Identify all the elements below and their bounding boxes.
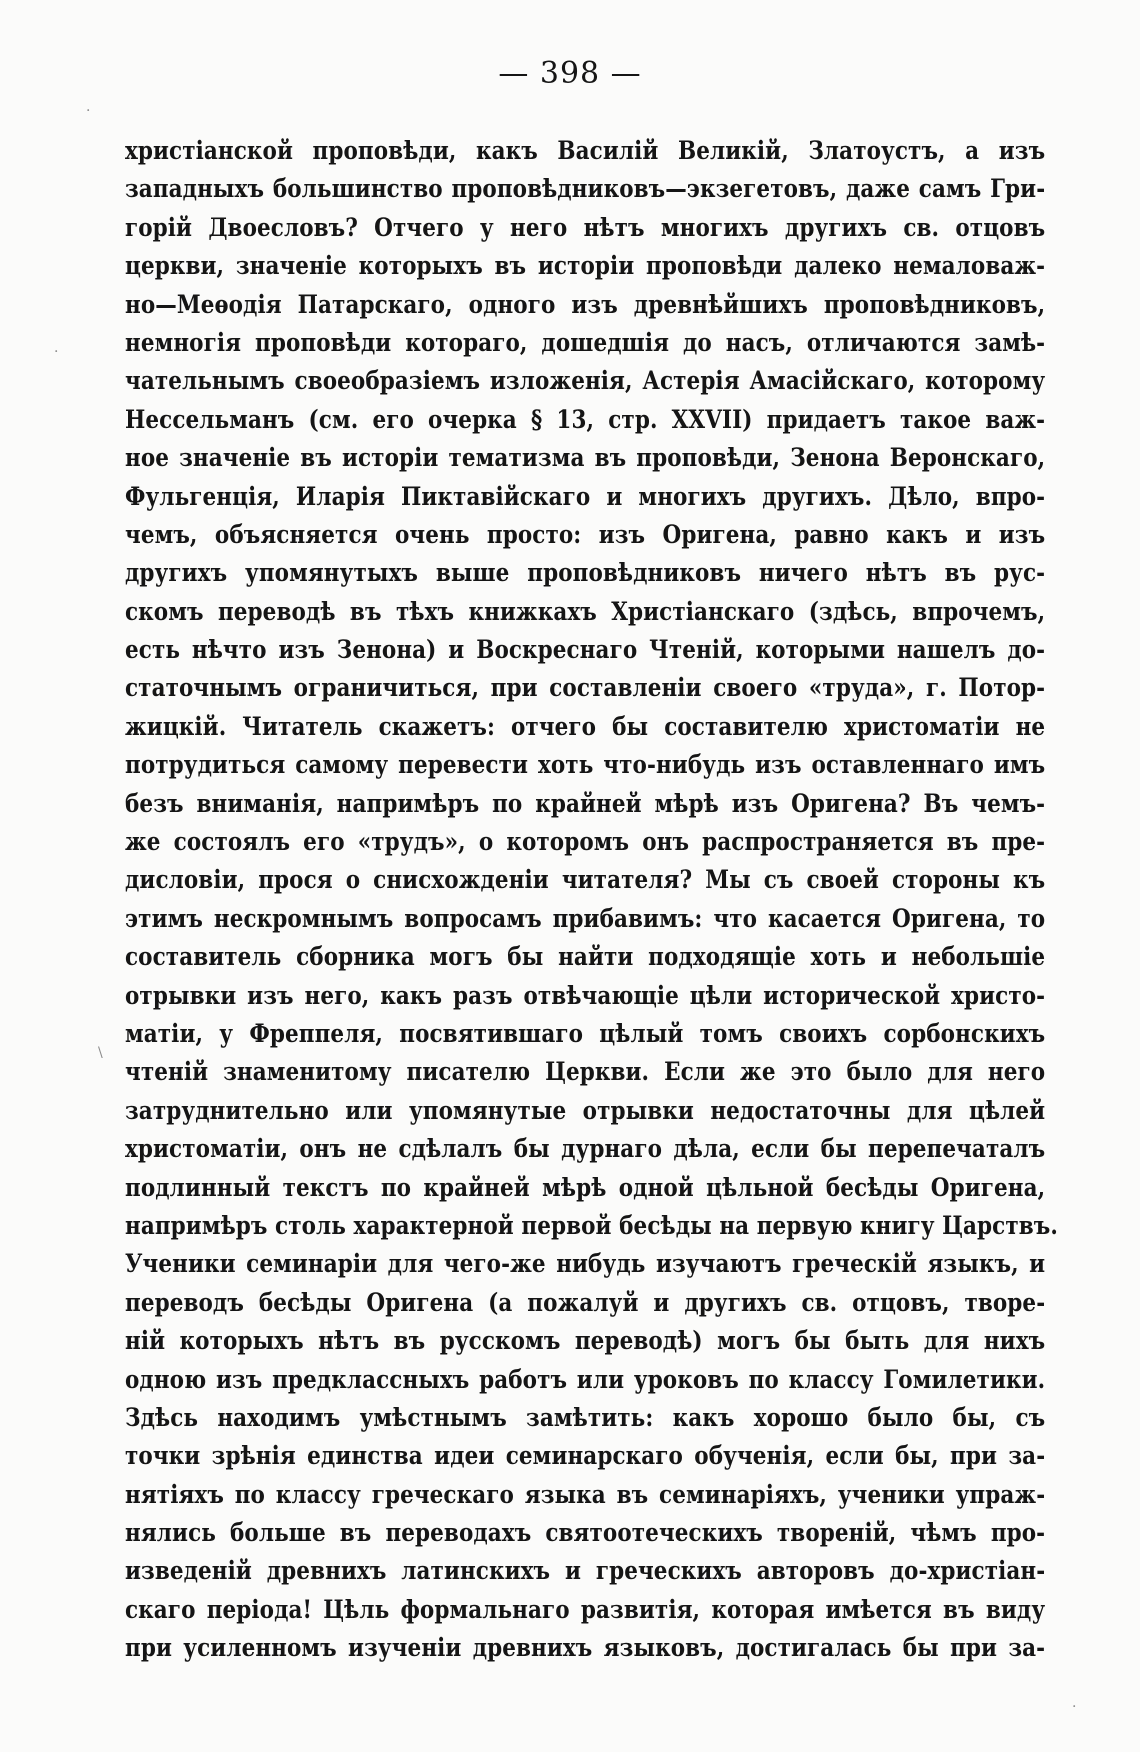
text-line: переводъ бесѣды Оригена (а пожалуй и другихъ св. отцовъ, творе- bbox=[125, 1287, 1046, 1317]
text-line: изведеній древнихъ латинскихъ и греческихъ авторовъ до-христіан- bbox=[125, 1556, 1046, 1586]
text-line: немногія проповѣди котораго, дошедшія до насъ, отличаются замѣ- bbox=[125, 327, 1046, 357]
text-line: жицкій. Читатель скажетъ: отчего бы составителю христоматіи не bbox=[125, 711, 1046, 741]
text-line: чательнымъ своеобразіемъ изложенія, Астерія Амасійскаго, которому bbox=[125, 366, 1046, 396]
text-line: скаго періода! Цѣль формальнаго развитія, которая имѣется въ виду bbox=[125, 1594, 1046, 1624]
scan-speck: \ bbox=[98, 1045, 103, 1061]
text-line: матіи, у Фреппеля, посвятившаго цѣлый томъ своихъ сорбонскихъ bbox=[125, 1018, 1046, 1048]
text-line: чемъ, объясняется очень просто: изъ Оригена, равно какъ и изъ bbox=[125, 519, 1046, 549]
text-line: напримѣръ столь характерной первой бесѣды на первую книгу Царствъ. bbox=[125, 1210, 1058, 1240]
text-line: есть нѣчто изъ Зенона) и Воскреснаго Чтеній, которыми нашелъ до- bbox=[125, 635, 1046, 665]
text-line: другихъ упомянутыхъ выше проповѣдниковъ ничего нѣтъ въ рус- bbox=[125, 558, 1046, 588]
text-line: западныхъ большинство проповѣдниковъ—экзегетовъ, даже самъ Гри- bbox=[125, 174, 1046, 204]
body-text bbox=[125, 132, 1058, 1668]
text-line: точки зрѣнія единства идеи семинарскаго обученія, если бы, при за- bbox=[125, 1441, 1046, 1471]
text-line: дисловіи, прося о снисхожденіи читателя? Мы съ своей стороны къ bbox=[125, 865, 1046, 895]
text-line: безъ вниманія, напримѣръ по крайней мѣрѣ изъ Оригена? Въ чемъ- bbox=[125, 788, 1046, 818]
text-line: затруднительно или упомянутые отрывки недостаточны для цѣлей bbox=[125, 1095, 1046, 1125]
text-line: потрудиться самому перевести хоть что-нибудь изъ оставленнаго имъ bbox=[125, 750, 1046, 780]
text-line: но—Меѳодія Патарскаго, одного изъ древнѣйшихъ проповѣдниковъ, bbox=[125, 289, 1046, 319]
text-line: составитель сборника могъ бы найти подходящіе хоть и небольшіе bbox=[125, 942, 1046, 972]
text-line: скомъ переводѣ въ тѣхъ книжкахъ Христіанскаго (здѣсь, впрочемъ, bbox=[125, 596, 1046, 626]
scan-speck: · bbox=[54, 344, 59, 360]
text-line: горій Двоесловъ? Отчего у него нѣтъ многихъ другихъ св. отцовъ bbox=[125, 212, 1046, 242]
page-number: — 398 — bbox=[498, 56, 642, 91]
text-line: отрывки изъ него, какъ разъ отвѣчающіе цѣли исторической христо- bbox=[125, 980, 1046, 1010]
text-line: церкви, значеніе которыхъ въ исторіи проповѣди далеко немаловаж- bbox=[125, 251, 1046, 281]
text-line: Фульгенція, Иларія Пиктавійскаго и многихъ другихъ. Дѣло, впро- bbox=[125, 481, 1046, 511]
text-line: Ученики семинаріи для чего-же нибудь изучаютъ греческій языкъ, и bbox=[125, 1249, 1046, 1279]
text-line: христіанской проповѣди, какъ Василій Великій, Златоустъ, а изъ bbox=[125, 136, 1046, 165]
text-line: подлинный текстъ по крайней мѣрѣ одной цѣльной бесѣды Оригена, bbox=[125, 1172, 1046, 1202]
scan-speck: · bbox=[1072, 1699, 1077, 1715]
text-line: одною изъ предклассныхъ работъ или уроковъ по классу Гомилетики. bbox=[125, 1364, 1046, 1394]
text-line: ное значеніе въ исторіи тематизма въ проповѣди, Зенона Веронскаго, bbox=[125, 443, 1046, 473]
text-line: нялись больше въ переводахъ святоотеческихъ твореній, чѣмъ про- bbox=[125, 1518, 1046, 1548]
text-line: при усиленномъ изученіи древнихъ языковъ, достигалась бы при за- bbox=[125, 1633, 1046, 1663]
text-line: Здѣсь находимъ умѣстнымъ замѣтить: какъ хорошо было бы, съ bbox=[125, 1402, 1046, 1432]
text-line: ній которыхъ нѣтъ въ русскомъ переводѣ) могъ бы быть для нихъ bbox=[125, 1326, 1046, 1356]
text-line: статочнымъ ограничиться, при составленіи своего «труда», г. Потор- bbox=[125, 673, 1046, 703]
text-line: же состоялъ его «трудъ», о которомъ онъ распространяется въ пре- bbox=[125, 827, 1046, 857]
text-line: нятіяхъ по классу греческаго языка въ семинаріяхъ, ученики упраж- bbox=[125, 1479, 1046, 1509]
text-line: чтеній знаменитому писателю Церкви. Если же это было для него bbox=[125, 1057, 1046, 1087]
scan-speck: · bbox=[86, 103, 91, 119]
text-line: этимъ нескромнымъ вопросамъ прибавимъ: что касается Оригена, то bbox=[125, 903, 1046, 933]
text-line: Нессельманъ (см. его очерка § 13, стр. XXVII) придаетъ такое важ- bbox=[125, 404, 1046, 434]
text-line: христоматіи, онъ не сдѣлалъ бы дурнаго дѣла, если бы перепечаталъ bbox=[125, 1134, 1046, 1164]
